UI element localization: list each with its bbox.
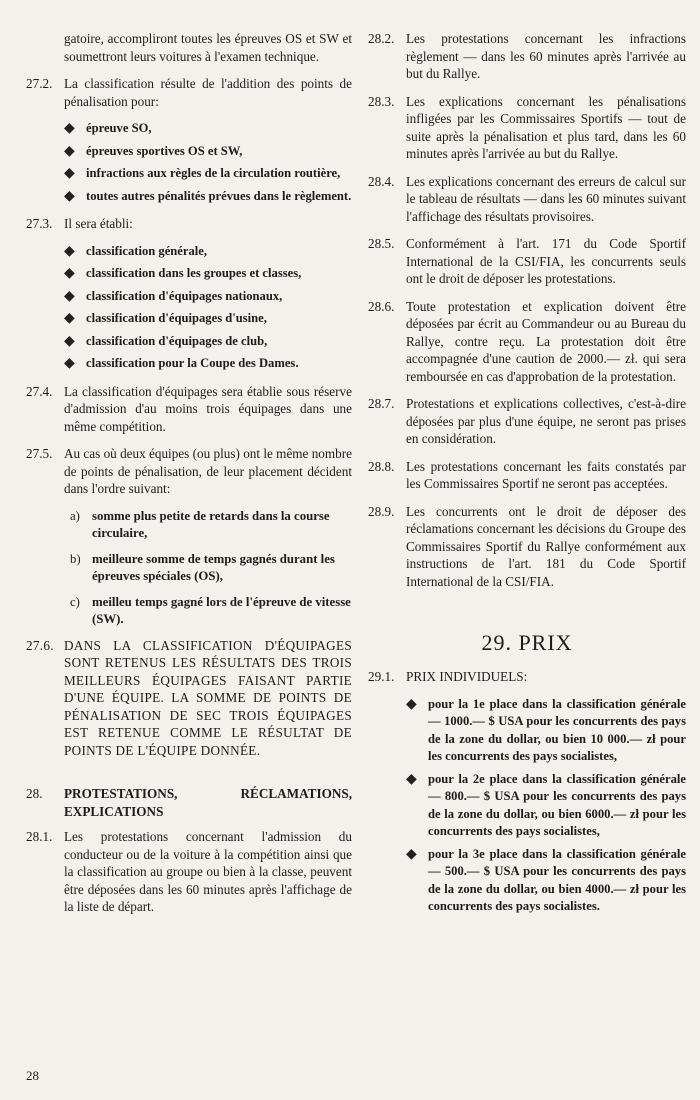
diamond-bullet-icon: ◆ [64,243,75,259]
list-item-text: somme plus petite de retards dans la course circulaire, [92,508,330,540]
lettered-list-27-5 [26,508,352,629]
section-title: PROTESTATIONS, RÉCLAMATIONS, EXPLICATIONS [64,786,352,819]
diamond-bullet-icon: ◆ [64,288,75,304]
paragraph-28-5 [368,235,686,288]
paragraph-28-4 [368,173,686,226]
diamond-bullet-icon: ◆ [64,121,75,136]
paragraph-text: Au cas où deux équipes (ou plus) ont le même nombre de points de pénalisation, de leur placement décident dans l'ordre suivant: [64,446,352,496]
list-item-text: classification d'équipages d'usine, [86,311,267,325]
diamond-bullet-icon: ◆ [64,143,75,159]
paragraph-28-7 [368,395,686,448]
paragraph-28-2 [368,30,686,83]
paragraph-27-4 [26,383,352,436]
list-item [64,188,352,206]
paragraph-number: 27.6. [26,637,54,653]
paragraph-text: Les protestations concernant les faits constatés par les Commissaires Sportif ne seront pas acceptées. [406,458,686,491]
list-item-text: classification dans les groupes et classes, [86,266,302,280]
paragraph-27-3 [26,215,352,233]
list-item [70,551,352,586]
paragraph-text: Les protestations concernant l'admission du conducteur ou de la voiture à la compétition ainsi que la classification au groupe ou bien à la classe, peuvent être déposées dans les 60 minutes après l'affichage de la liste de départ. [64,829,352,914]
list-item [64,265,352,283]
paragraph-text: Les explications concernant des erreurs de calcul sur le tableau de résultats — dans les 60 minutes suivant l'affichage des résultats provisoires. [406,173,686,224]
paragraph-number: 28.8. [368,458,395,474]
paragraph-text: La classification résulte de l'addition des points de pénalisation pour: [64,76,352,109]
diamond-bullet-icon: ◆ [64,266,75,281]
paragraph-text: gatoire, accompliront toutes les épreuves OS et SW et soumettront leurs voitures à l'examen technique. [64,31,352,64]
section-heading-28 [26,785,352,820]
paragraph-28-6 [368,298,686,386]
list-item-text: toutes autres pénalités prévues dans le règlement. [86,188,352,203]
list-item-text: pour la 2e place dans la classification générale — 800.— $ USA pour les concurrents des pays de la zone du dollar, ou bien 6000.— zł pour les concurrents des pays socialistes, [428,771,686,838]
page-number: 28 [26,1068,39,1083]
paragraph-number: 28.2. [368,31,395,46]
list-item-text: épreuves sportives OS et SW, [86,143,243,158]
paragraph-text: DANS LA CLASSIFICATION D'ÉQUIPAGES SONT RETENUS LES RÉSULTATS DES TROIS MEILLEURS ÉQUIPAGES FAISANT PARTIE D'UNE ÉQUIPE. LA SOMME DE POINTS DE PÉNALISATION DE SEC TROIS ÉQUIPAGES EST RETENUE COMME LE RÉSULTAT DE POINTS DE L'ÉQUIPE DONNÉE. [64,637,352,758]
left-column [26,30,352,926]
item-letter: c) [70,594,80,609]
paragraph-number: 28.1. [26,829,53,844]
list-item [64,310,352,328]
list-item [64,165,352,183]
paragraph-27-2 [26,75,352,110]
diamond-bullet-icon: ◆ [64,188,75,204]
list-item [406,696,686,766]
paragraph-number: 28.3. [368,93,395,109]
list-item-text: classification d'équipages nationaux, [86,288,283,303]
prize-list [368,696,686,916]
paragraph-text: Les explications concernant les pénalisations infligées par les Commissaires Sportifs — tout de suite après la pénalisation et plus tard, dans les 60 minutes après l'arrivée au but du Rallye. [406,93,686,161]
paragraph-number: 27.4. [26,383,53,399]
paragraph-27-1-continuation [26,30,352,65]
list-item-text: classification générale, [86,243,208,258]
diamond-bullet-icon: ◆ [406,771,417,787]
bullet-list-27-2 [26,120,352,205]
list-item [70,508,352,543]
paragraph-number: 28.7. [368,396,395,411]
paragraph-28-8 [368,458,686,493]
diamond-bullet-icon: ◆ [406,846,417,862]
list-item-text: meilleu temps gagné lors de l'épreuve de vitesse (SW). [92,594,351,626]
paragraph-text: Protestations et explications collectives, c'est-à-dire déposées par plus d'une équipe, ne seront pas prises en considération. [406,396,686,446]
list-item [70,594,352,629]
diamond-bullet-icon: ◆ [64,166,75,181]
list-item [64,355,352,373]
item-letter: b) [70,551,81,566]
section-number: 28. [26,786,43,801]
paragraph-number: 28.6. [368,298,395,314]
paragraph-text: Les protestations concernant les infractions règlement — dans les 60 minutes après l'arrivée au but du Rallye. [406,31,686,81]
list-item [64,288,352,306]
paragraph-28-9 [368,503,686,591]
list-item [64,120,352,138]
paragraph-number: 28.4. [368,173,395,189]
bullet-list-27-3 [26,243,352,373]
section-heading-29: 29. PRIX [481,630,573,655]
paragraph-number: 29.1. [368,669,395,684]
paragraph-text: Toute protestation et explication doivent être déposées par écrit au Commandeur ou au Bureau du Rallye, contre reçu. La protestation doit être accompagnée d'une caution de 2000.— zł. qui sera remboursée en cas d'approbation de la protestation. [406,298,686,384]
paragraph-29-1 [368,668,686,686]
paragraph-number: 28.5. [368,236,395,251]
list-item [406,771,686,841]
paragraph-text: Il sera établi: [64,216,133,231]
list-item-text: classification d'équipages de club, [86,333,268,348]
paragraph-28-3 [368,93,686,163]
paragraph-text: Conformément à l'art. 171 du Code Sportif International de la CSI/FIA, les concurrents seuls ont le droit de déposer les protestations. [406,236,686,286]
list-item-text: pour la 1e place dans la classification générale — 1000.— $ USA pour les concurrents des pays de la zone du dollar, ou bien 10 000.— zł pour les concurrents des pays socialistes, [428,696,686,763]
right-column [368,30,686,921]
paragraph-text: Les concurrents ont le droit de déposer des réclamations concernant les décisions du Groupe des Commissaires Sportif du Rallye conformément aux instructions de l'art. 181 du Code Sportif International de la CSI/FIA. [406,503,686,589]
list-item-text: infractions aux règles de la circulation routière, [86,166,341,180]
paragraph-27-6 [26,637,352,760]
paragraph-text: PRIX INDIVIDUELS: [406,669,528,684]
paragraph-28-1 [26,828,352,916]
list-item-text: pour la 3e place dans la classification générale — 500.— $ USA pour les concurrents des pays de la zone du dollar, ou bien 4000.— zł pour les concurrents des pays socialistes. [428,846,686,913]
list-item [64,243,352,261]
list-item-text: classification pour la Coupe des Dames. [86,356,299,370]
diamond-bullet-icon: ◆ [64,333,75,349]
list-item-text: meilleure somme de temps gagnés durant les épreuves spéciales (OS), [92,551,335,583]
diamond-bullet-icon: ◆ [406,696,417,712]
paragraph-number: 27.2. [26,76,53,91]
list-item [406,846,686,916]
diamond-bullet-icon: ◆ [64,356,75,371]
diamond-bullet-icon: ◆ [64,311,75,326]
paragraph-27-5 [26,445,352,498]
paragraph-number: 27.3. [26,216,53,231]
list-item [64,143,352,161]
paragraph-text: La classification d'équipages sera établie sous réserve d'admission d'au moins trois équipages dans une même compétition. [64,383,352,434]
list-item-text: épreuve SO, [86,121,152,135]
paragraph-number: 28.9. [368,503,395,519]
paragraph-number: 27.5. [26,446,53,461]
list-item [64,333,352,351]
item-letter: a) [70,508,80,523]
